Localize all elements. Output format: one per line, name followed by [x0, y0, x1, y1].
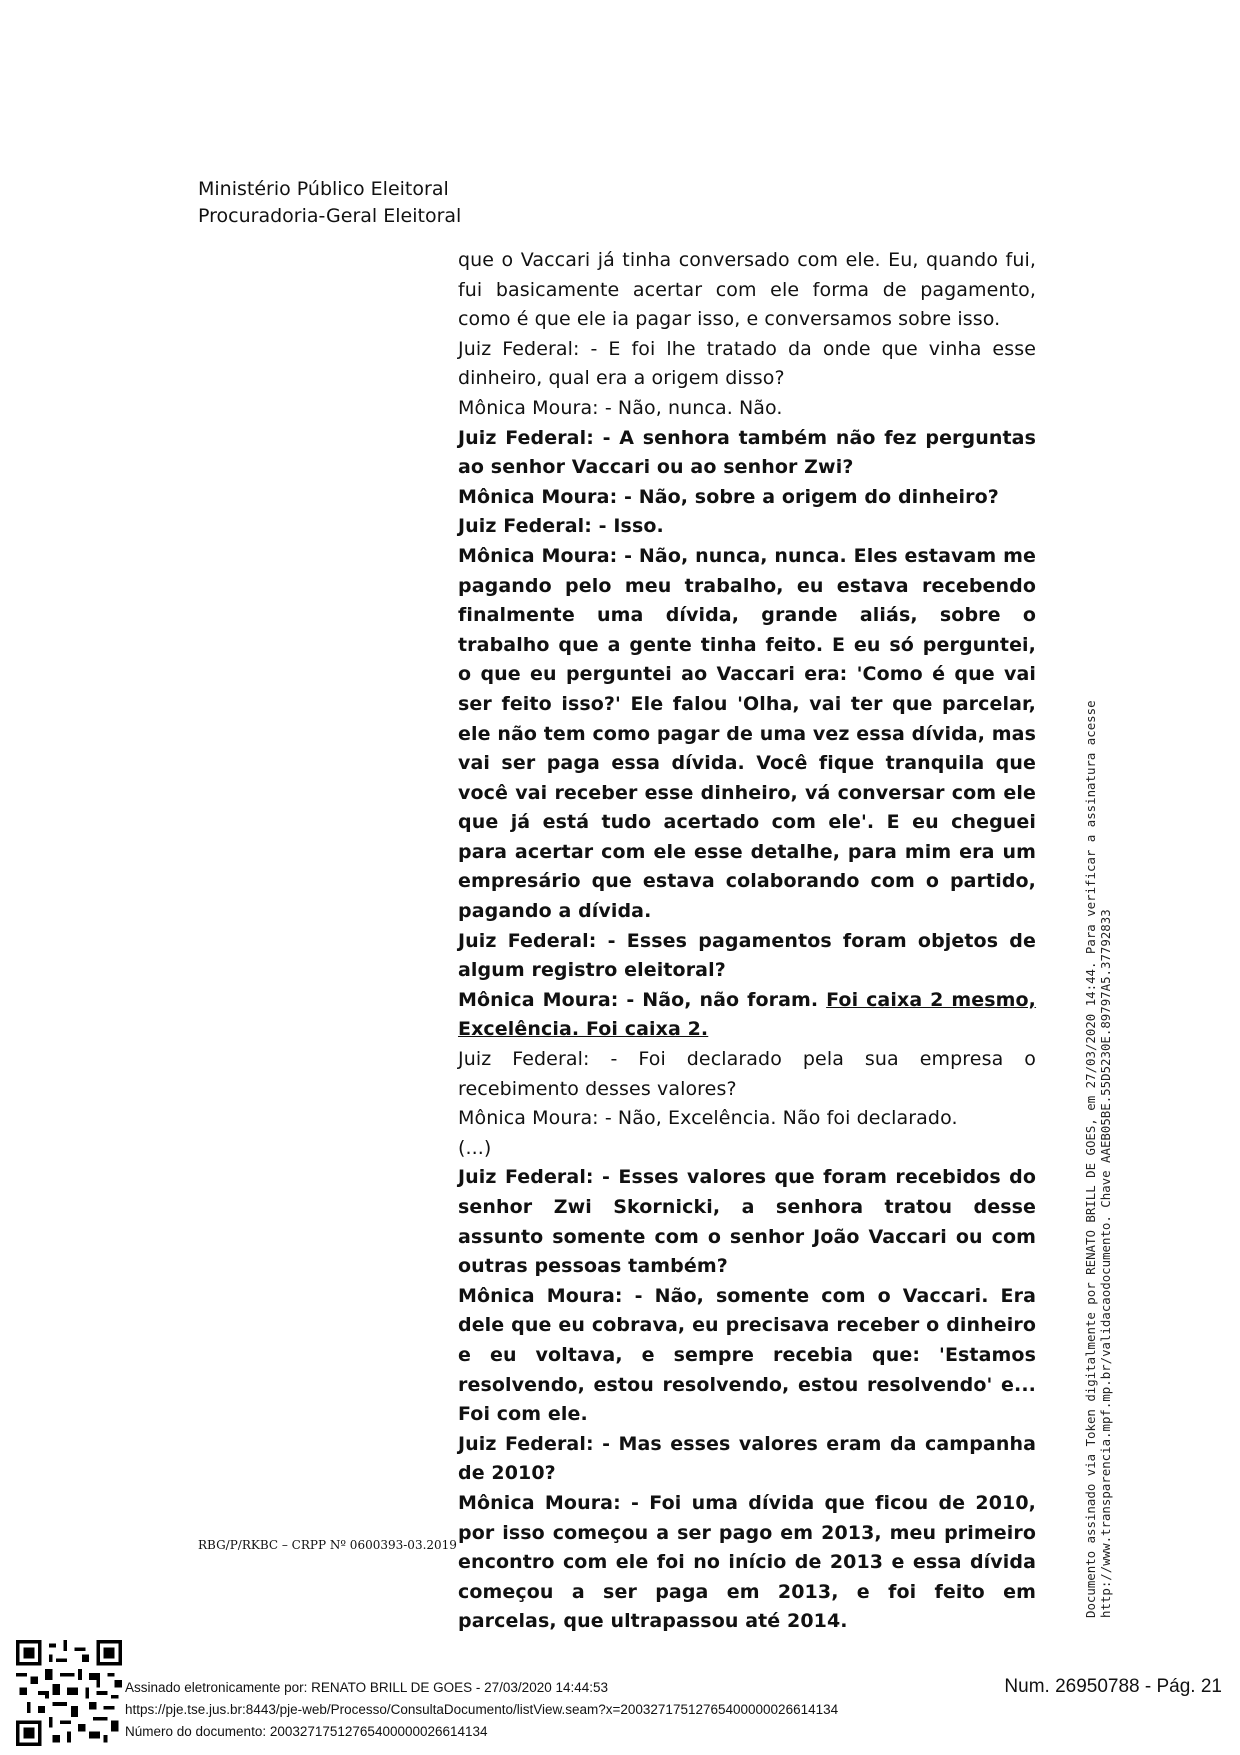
paragraph: Mônica Moura: - Não, nunca. Não.: [458, 396, 783, 419]
paragraph: Juiz Federal: - Foi declarado pela sua empresa o recebimento desses valores?: [458, 1048, 1036, 1100]
ellipsis: (...): [458, 1136, 492, 1159]
document-header: [198, 176, 461, 230]
side-note-line: http://www.transparencia.mpf.mp.br/validacaodocumento. Chave AAEB05BE.55D5230E.89797A5.37792833: [1098, 909, 1113, 1618]
paragraph: Juiz Federal: - E foi lhe tratado da onde que vinha esse dinheiro, qual era a origem disso?: [458, 337, 1036, 390]
paragraph: Juiz Federal: - Esses pagamentos foram objetos de algum registro eleitoral?: [458, 929, 1036, 982]
side-signature-note: [1083, 700, 1113, 1618]
document-body: [458, 246, 1036, 1637]
paragraph: Mônica Moura: - Não, Excelência. Não foi declarado.: [458, 1107, 958, 1130]
paragraph: Mônica Moura: - Não, somente com o Vaccari. Era dele que eu cobrava, eu precisava receber o dinheiro e eu voltava, e sempre recebia que: 'Estamos resolvendo, estou resolvendo, estou resolvendo' e... Foi com ele.: [458, 1284, 1036, 1426]
header-department: Procuradoria-Geral Eleitoral: [198, 205, 462, 227]
paragraph-lead: Mônica Moura: - Não, não foram.: [458, 988, 827, 1011]
paragraph: Juiz Federal: - Esses valores que foram recebidos do senhor Zwi Skornicki, a senhora tratou desse assunto somente com o senhor João Vaccari ou com outras pessoas também?: [458, 1166, 1036, 1278]
qr-code-icon: [16, 1640, 122, 1746]
paragraph: Mônica Moura: - Não, sobre a origem do dinheiro?: [458, 485, 999, 508]
paragraph: Juiz Federal: - Isso.: [458, 515, 664, 538]
paragraph: Juiz Federal: - Mas esses valores eram da campanha de 2010?: [458, 1432, 1036, 1485]
document-number: Número do documento: 20032717512765400000026614134: [125, 1724, 488, 1739]
header-institution: Ministério Público Eleitoral: [198, 178, 449, 200]
paragraph: Juiz Federal: - A senhora também não fez perguntas ao senhor Vaccari ou ao senhor Zwi?: [458, 426, 1036, 479]
paragraph: Mônica Moura: - Não, nunca, nunca. Eles estavam me pagando pelo meu trabalho, eu estava recebendo finalmente uma dívida, grande aliás, sobre o trabalho que a gente tinha feito. E eu só perguntei, o que eu perguntei ao Vaccari era: 'Como é que vai ser feito isso?' Ele falou 'Olha, vai ter que parcelar, ele não tem como pagar de uma vez essa dívida, mas vai ser paga essa dívida. Você fique tranquila que você vai receber esse dinheiro, vá conversar com ele que já está tudo acertado com ele'. E eu cheguei para acertar com ele esse detalhe, para mim era um empresário que estava colaborando com o partido, pagando a dívida.: [458, 544, 1036, 923]
signed-by: Assinado eletronicamente por: RENATO BRILL DE GOES - 27/03/2020 14:44:53: [125, 1680, 609, 1695]
side-note-line: Documento assinado via Token digitalmente por RENATO BRILL DE GOES, em 27/03/2020 14:44. Para verificar a assinatura acesse: [1083, 700, 1098, 1618]
process-reference: RBG/P/RKBC – CRPP Nº 0600393-03.2019: [198, 1538, 457, 1552]
electronic-signature: [125, 1677, 838, 1743]
underlined-quote: Foi caixa 2 mesmo, Excelência. Foi caixa 2.: [458, 988, 1037, 1041]
paragraph: [458, 986, 1036, 1045]
verification-url[interactable]: https://pje.tse.jus.br:8443/pje-web/Processo/ConsultaDocumento/listView.seam?x=20032717512765400000026614134: [125, 1702, 839, 1717]
paragraph: Mônica Moura: - Foi uma dívida que ficou de 2010, por isso começou a ser pago em 2013, meu primeiro encontro com ele foi no início de 2013 e essa dívida começou a ser paga em 2013, e foi feito em parcelas, que ultrapassou até 2014.: [458, 1491, 1036, 1633]
paragraph: que o Vaccari já tinha conversado com ele. Eu, quando fui, fui basicamente acertar com ele forma de pagamento, como é que ele ia pagar isso, e conversamos sobre isso.: [458, 249, 1036, 331]
page-number: Num. 26950788 - Pág. 21: [1004, 1676, 1222, 1697]
